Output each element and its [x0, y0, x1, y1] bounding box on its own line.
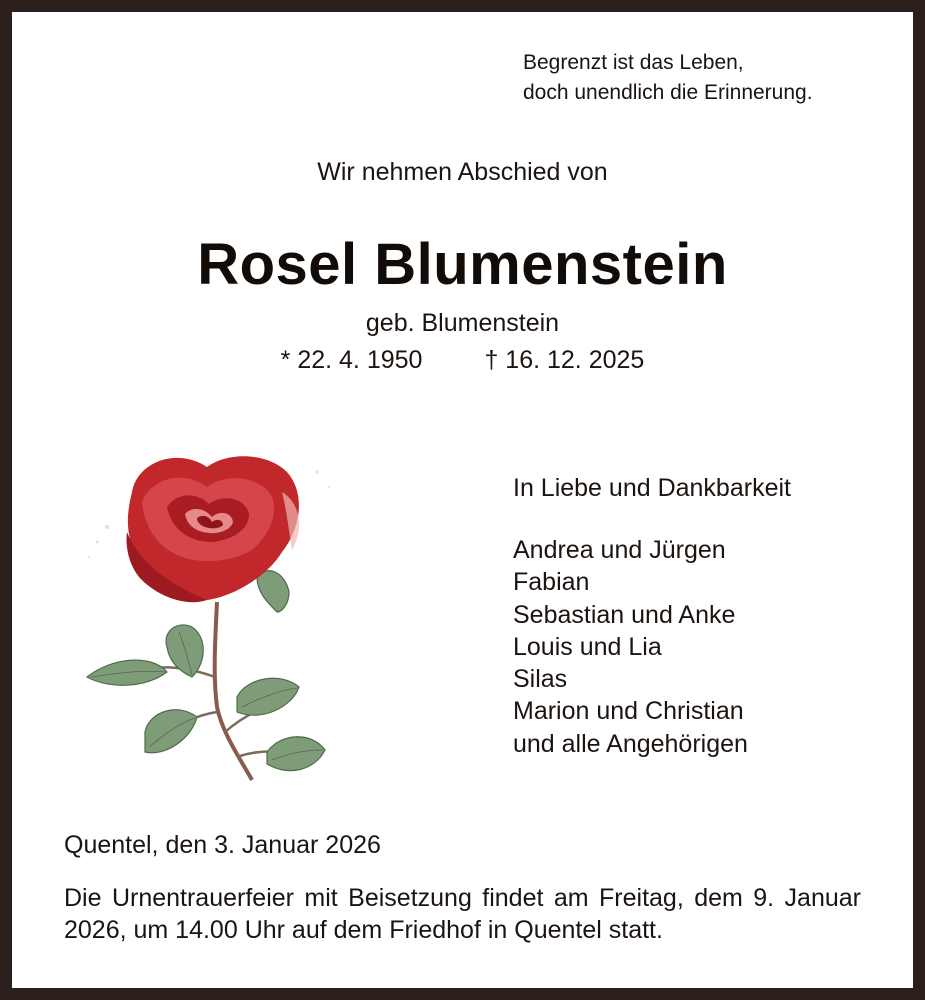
list-item: Louis und Lia	[513, 632, 662, 661]
life-dates	[12, 345, 913, 375]
list-item: Fabian	[513, 568, 590, 597]
deceased-name: Rosel Blumenstein	[197, 232, 728, 297]
list-item: Marion und Christian	[513, 697, 744, 726]
quote-line-1: Begrenzt ist das Leben,	[523, 51, 744, 74]
mourners-list	[513, 534, 748, 760]
ceremony-notice: Die Urnentrauerfeier mit Beisetzung findet am Freitag, dem 9. Januar 2026, um 14.00 Uhr auf dem Friedhof in Quentel statt.	[64, 884, 861, 944]
farewell-intro: Wir nehmen Abschied von	[317, 158, 608, 186]
list-item: Sebastian und Anke	[513, 600, 736, 629]
red-rose-illustration	[67, 432, 347, 802]
memorial-quote	[523, 48, 813, 108]
place-and-date: Quentel, den 3. Januar 2026	[64, 831, 381, 859]
birth-date: * 22. 4. 1950	[280, 346, 423, 374]
thanks-heading: In Liebe und Dankbarkeit	[513, 474, 791, 502]
list-item: und alle Angehörigen	[513, 729, 748, 758]
birth-name: geb. Blumenstein	[365, 309, 560, 337]
list-item: Andrea und Jürgen	[513, 536, 726, 564]
quote-line-2: doch unendlich die Erinnerung.	[523, 81, 813, 104]
list-item: Silas	[513, 665, 568, 694]
obituary-notice	[12, 12, 913, 988]
death-date: † 16. 12. 2025	[484, 346, 645, 374]
